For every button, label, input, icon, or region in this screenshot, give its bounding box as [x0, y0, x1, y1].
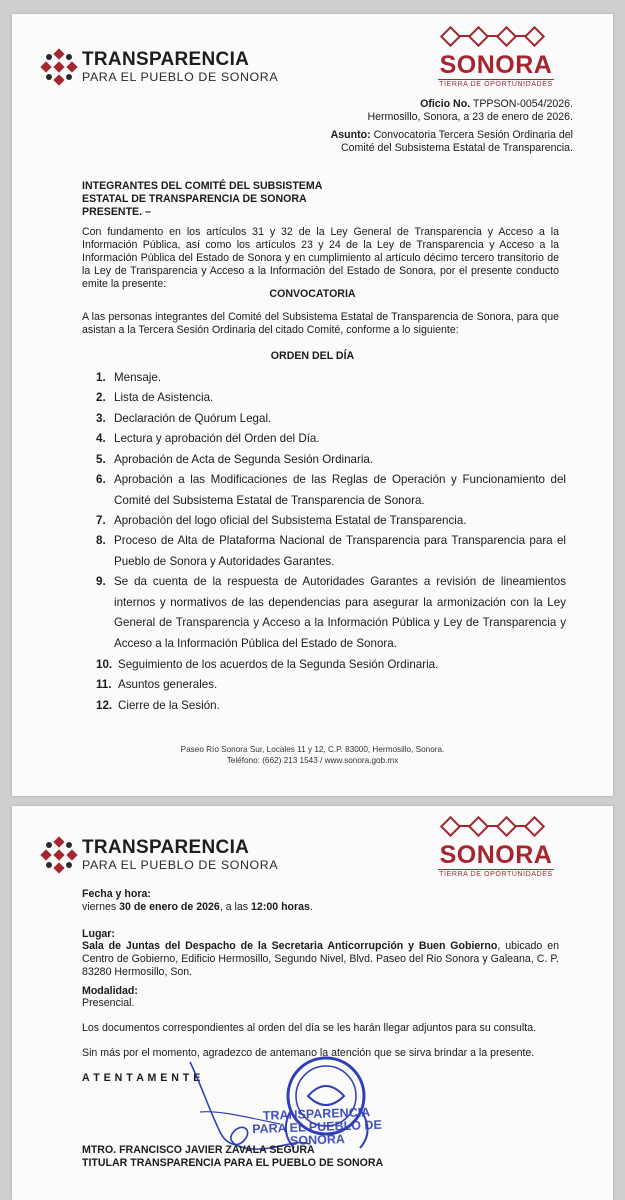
sonora-tagline: TIERRA DE OPORTUNIDADES — [439, 81, 553, 88]
documents-line: Los documentos correspondientes al orden del día se les harán llegar adjuntos para su consulta. — [82, 1022, 537, 1034]
fecha-label: Fecha y hora: — [82, 888, 151, 900]
asunto-line-2: Comité del Subsistema Estatal de Transparencia. — [340, 142, 573, 154]
sonora-ornament-icon — [436, 816, 556, 838]
footer-address: Paseo Río Sonora Sur, Locales 11 y 12, C.P. 83000, Hermosillo, Sonora. — [180, 745, 445, 754]
agenda-item: 10. Seguimiento de los acuerdos de la Segunda Sesión Ordinaria. — [96, 658, 439, 671]
agenda-item: 1. Mensaje. — [96, 371, 162, 384]
signer-title: TITULAR TRANSPARENCIA PARA EL PUEBLO DE SONORA — [82, 1157, 384, 1169]
footer-contact: Teléfono: (662) 213 1543 / www.sonora.gob.mx — [226, 756, 399, 765]
transparencia-logo — [40, 48, 278, 86]
stamp-text: TRANSPARENCIA PARA EL PUEBLO DE SONORA — [251, 1105, 383, 1148]
agenda-item: 8. Proceso de Alta de Plataforma Nacional de Transparencia para Transparencia para el Pueblo de Sonora y Autoridades Garantes. — [96, 534, 566, 568]
agenda-item: 6. Aprobación a las Modificaciones de las Reglas de Operación y Funcionamiento del Comité del Subsistema Estatal de Transparencia de Sonora. — [96, 473, 566, 507]
transparencia-subtitle: PARA EL PUEBLO DE SONORA — [82, 858, 279, 872]
transparencia-emblem-icon — [40, 48, 78, 86]
agenda-item: 11. Asuntos generales. — [96, 678, 218, 691]
lugar-value: Sala de Juntas del Despacho de la Secretaria Anticorrupción y Buen Gobierno, ubicado en Centro de Gobierno, Edificio Hermosillo, Segundo Nivel, Blvd. Paseo del Rio Sonora y Galeana, C. P. 83280 Hermosillo, Son. — [82, 940, 559, 978]
modalidad-label: Modalidad: — [82, 985, 138, 997]
place-date: Hermosillo, Sonora, a 23 de enero de 2026. — [367, 111, 573, 123]
sonora-wordmark: SONORA — [439, 841, 553, 869]
convocatoria-heading: CONVOCATORIA — [269, 288, 356, 300]
transparencia-logo — [40, 836, 278, 874]
addressee-line-1: INTEGRANTES DEL COMITÉ DEL SUBSISTEMA — [82, 180, 323, 192]
sonora-ornament-icon — [436, 26, 556, 48]
agenda-item: 3. Declaración de Quórum Legal. — [96, 412, 272, 425]
document-page-1 — [12, 14, 613, 796]
fecha-value: viernes 30 de enero de 2026, a las 12:00 horas. — [82, 901, 313, 913]
transparencia-emblem-icon — [40, 836, 78, 874]
agenda-item: 5. Aprobación de Acta de Segunda Sesión Ordinaria. — [96, 453, 374, 466]
sonora-logo — [432, 816, 560, 878]
asunto-line-1: Asunto: Convocatoria Tercera Sesión Ordinaria del — [330, 129, 573, 141]
agenda-item: 2. Lista de Asistencia. — [96, 391, 214, 404]
addressee-line-3: PRESENTE. – — [82, 206, 151, 218]
document-page-2 — [12, 806, 613, 1200]
intro-paragraph: Con fundamento en los artículos 31 y 32 de la Ley General de Transparencia y Acceso a la Información Pública, así como los artículos 23 y 24 de la Ley de Transparencia y Acceso a la Información Pública del Estado de Sonora y en cumplimiento al artículo décimo tercero transitorio de la Ley de Transparencia y Acceso a la Información del Estado de Sonora, por el presente conducto emite la presente: — [82, 226, 559, 290]
agenda-item: 7. Aprobación del logo oficial del Subsistema Estatal de Transparencia. — [96, 514, 467, 527]
convocatoria-paragraph: A las personas integrantes del Comité del Subsistema Estatal de Transparencia de Sonora, para que asistan a la Tercera Sesión Ordinaria del citado Comité, conforme a lo siguiente: — [82, 311, 559, 336]
atentamente: A T E N T A M E N T E — [82, 1072, 201, 1084]
oficio-number: Oficio No. TPPSON-0054/2026. — [420, 98, 573, 110]
sonora-wordmark: SONORA — [439, 51, 553, 79]
signer-name: MTRO. FRANCISCO JAVIER ZAVALA SEGURA — [82, 1144, 315, 1156]
agenda-item: 4. Lectura y aprobación del Orden del Día. — [96, 432, 320, 445]
transparencia-wordmark: TRANSPARENCIA — [82, 837, 250, 858]
agenda-item: 12. Cierre de la Sesión. — [96, 699, 220, 712]
addressee-line-2: ESTATAL DE TRANSPARENCIA DE SONORA — [82, 193, 307, 205]
sonora-tagline: TIERRA DE OPORTUNIDADES — [439, 871, 553, 878]
transparencia-wordmark: TRANSPARENCIA — [82, 49, 250, 70]
orden-del-dia-heading: ORDEN DEL DÍA — [270, 350, 355, 362]
lugar-label: Lugar: — [82, 928, 115, 940]
closing-line: Sin más por el momento, agradezco de antemano la atención que se sirva brindar a la presente. — [82, 1047, 535, 1059]
agenda-item: 9. Se da cuenta de la respuesta de Autoridades Garantes a revisión de lineamientos internos y normativos de las dependencias para asegurar la armonización con la Ley General de Transparencia y Acceso a la Información Pública y Ley de Transparencia y Acceso a la Información Pública del Estado de Sonora. — [96, 575, 566, 650]
sonora-logo — [432, 26, 560, 88]
modalidad-value: Presencial. — [82, 997, 135, 1009]
transparencia-subtitle: PARA EL PUEBLO DE SONORA — [82, 70, 279, 84]
